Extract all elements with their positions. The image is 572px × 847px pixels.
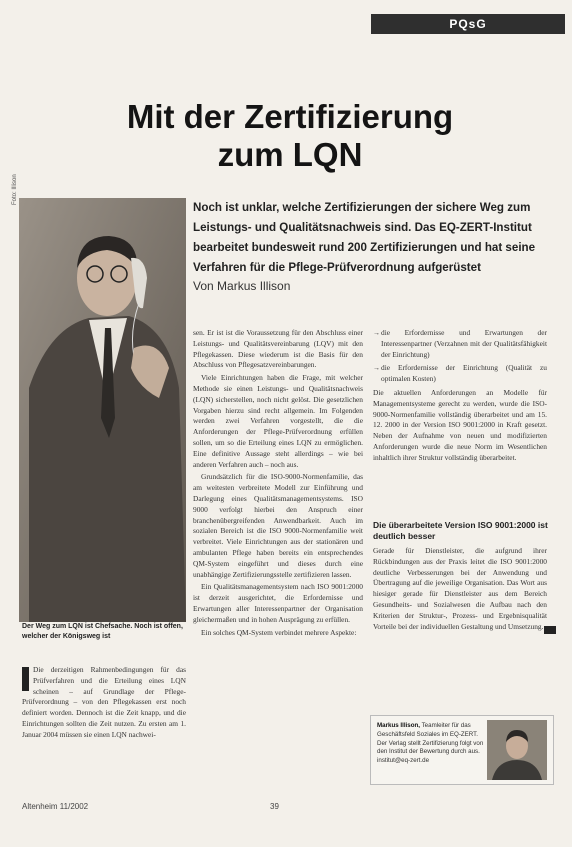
bullet-item-2: → die Erfordernisse der Einrichtung (Qualität zu optimalen Kosten) bbox=[373, 363, 547, 385]
lead-paragraph: Noch ist unklar, welche Zertifizierungen der sichere Weg zum Leistungs- und Qualitätsnachweis sind. Das EQ-ZERT-Institut bearbeitet bundesweit rund 200 Zertifizierungen und hat seine Verfahren für die Pflege-Prüfverordnung aufgerüstet bbox=[193, 201, 536, 274]
photo-credit: Foto: Illison bbox=[12, 174, 18, 205]
body-paragraph-final: Gerade für Dienstleister, die aufgrund ihrer Rückbindungen aus der Praxis leitet die ISO 9001:2000 deutliche Verbesserungen bei der Anwendung und Übertragung auf die jeweilige Organisation. Das Wort aus hiesiger gerade für Dienstleister aus dem Bereich Gesundheits- und Sozialwesen die Aufbau nach den Kriterien der Struktur-, Prozess- und Ergebnisqualität Vorteile bei der individuellen Gestaltung und Umsetzung. bbox=[373, 546, 547, 631]
footer-magazine: Altenheim 11/2002 bbox=[22, 802, 89, 811]
body-paragraph-4: Ein Qualitätsmanagementsystem nach ISO 9001:2000 ist derzeit ausgerichtet, die Erfordernisse und Erwartungen aller Interessenpartner der Organisation gleichermaßen und in hohen Ausprägung zu erfüllen. bbox=[193, 582, 363, 624]
page-number: 39 bbox=[270, 802, 279, 811]
title-line-2: zum LQN bbox=[217, 136, 363, 173]
intro-paragraph: Die derzeitigen Rahmenbedingungen für das Prüfverfahren und die Erteilung eines LQN scheinen – auf Grundlage der Pflege-Prüfverordnung – von den Pflegekassen erst noch definiert worden. Dennoch ist die Zeit knapp, und die Einrichtungen sollten die Zeit nutzen. Zu ersten am 1. Januar 2004 müssen sie einen LQN nachwei- bbox=[22, 665, 186, 739]
body-paragraph-3: Grundsätzlich für die ISO-9000-Normenfamilie, das am weitesten verbreitete Modell zur Einführung und Darlegung eines Qualitätsmanagementsystems. ISO 9000 verfolgt hierbei den Anspruch einer branchenübergreifenden Anwendbarkeit. Auch im sozialen Bereich ist die ISO 9000-Normenfamilie weit verbreitet. Viele Einrichtungen aus der stationären und ambulanten Pflege haben bereits ein entsprechendes QM-System eingeführt und dieses durch eine unabhängige Zertifizierungsstelle zertifizieren lassen. bbox=[193, 472, 363, 579]
author-photo bbox=[487, 720, 547, 780]
body-paragraph-1: sen. Er ist ist die Voraussetzung für den Abschluss einer Leistungs- und Qualitätsvereinbarung (LQV) mit den Pflegekassen. Diese wiederum ist die Basis für den Abschluss von Pflegesatzvereinbarungen. bbox=[193, 328, 363, 370]
author-description: Teamleiter für das Geschäftsfeld Soziales im EQ-ZERT. Der Verlag stellt Zertifizierung folgt von den Institut der Bewertung durch aus. institut@eq-zert.de bbox=[377, 722, 484, 765]
body-paragraph-right: Die aktuellen Anforderungen an Modelle für Managementsysteme gerecht zu werden, wurde die ISO-9000-Normenfamilie vollständig überarbeitet und am 15. 12. 2000 in der Version ISO 9001:2000 in Kraft gesetzt. Neben der Aufnahme von neuen und modifizierten Anforderungen wurde die neue Norm im Wesentlichen inhaltlich ihrer Struktur vollständig überarbeitet. bbox=[373, 387, 547, 462]
byline: Von Markus Illison bbox=[193, 279, 291, 293]
body-column-right-lower bbox=[373, 546, 547, 632]
section-tag: PQsG bbox=[371, 14, 565, 34]
subheading: Die überarbeitete Version ISO 9001:2000 ist deutlich besser bbox=[373, 520, 548, 541]
body-column-middle bbox=[193, 328, 363, 640]
body-paragraph-2: Viele Einrichtungen haben die Frage, mit welcher Methode sie einen Leistungs- und Qualitätsnachweis (LQN) sicherstellen, noch nicht gelöst. Die gesetzlichen Vorgaben hierzu sind recht allgemein. Im Folgenden werden zwei Verfahren vorgestellt, die die Anforderungen der Pflege-Prüfverordnung erfüllen sollen, um so die Erteilung eines LQN zu ermöglichen. Eine definitive Aussage steht allerdings – wie bei anderen Verfahren auch – noch aus. bbox=[193, 373, 363, 469]
author-portrait-icon bbox=[487, 720, 547, 780]
author-box bbox=[370, 715, 554, 785]
author-bio bbox=[377, 722, 485, 766]
end-mark-icon bbox=[544, 626, 556, 634]
bullet-item-1: → die Erfordernisse und Erwartungen der Interessenpartner (Verzahnen mit der Qualitätsfähigkeit der Einrichtung) bbox=[373, 328, 547, 360]
author-name: Markus Illison, bbox=[377, 722, 420, 729]
body-column-right bbox=[373, 328, 547, 464]
title-line-1: Mit der Zertifizierung bbox=[126, 98, 454, 135]
body-column-left bbox=[22, 665, 186, 741]
man-on-phone-photo bbox=[19, 198, 186, 622]
article-photo bbox=[19, 198, 186, 622]
body-paragraph-5: Ein solches QM-System verbindet mehrere Aspekte: bbox=[201, 627, 357, 637]
article-title bbox=[30, 98, 550, 174]
photo-caption: Der Weg zum LQN ist Chefsache. Noch ist offen, welcher der Königsweg ist bbox=[22, 623, 183, 640]
drop-initial-bar bbox=[22, 667, 29, 691]
